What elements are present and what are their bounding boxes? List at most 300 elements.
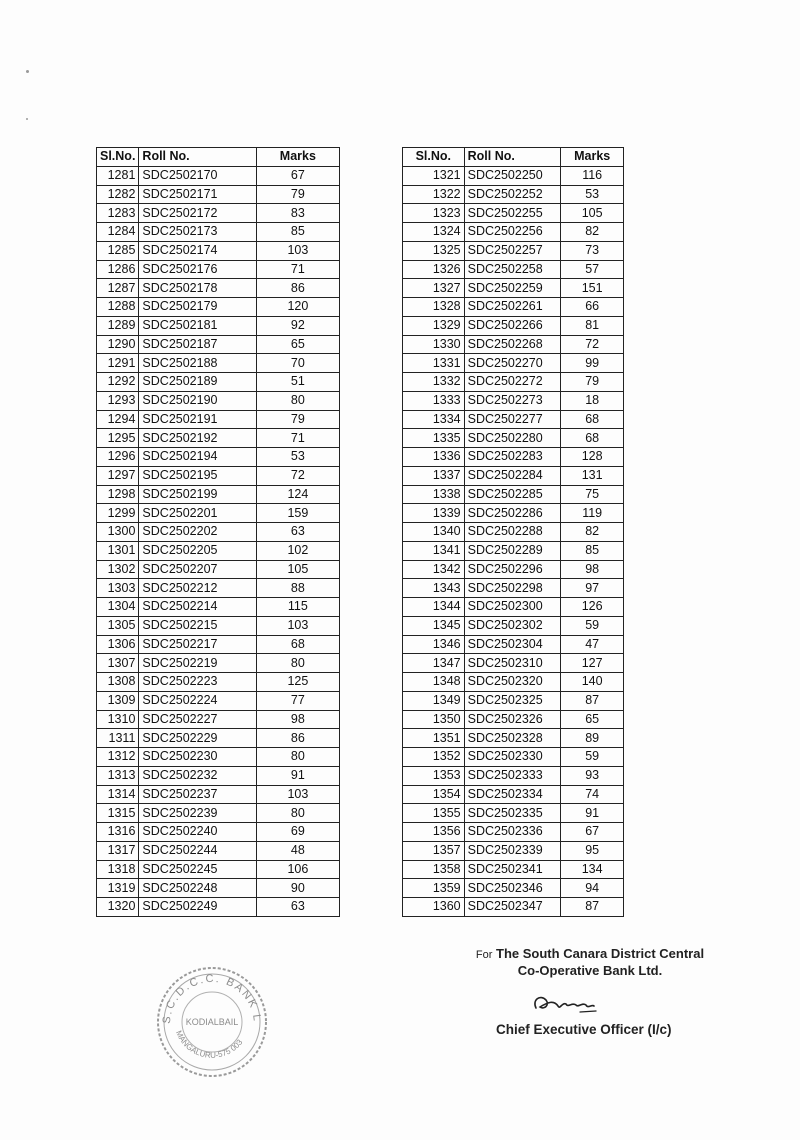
roll-no-cell: SDC2502288: [464, 523, 561, 542]
sl-no-cell: 1283: [97, 204, 139, 223]
roll-no-cell: SDC2502285: [464, 485, 561, 504]
sl-no-cell: 1332: [403, 373, 465, 392]
marks-cell: 67: [561, 823, 624, 842]
roll-no-cell: SDC2502229: [139, 729, 256, 748]
sl-no-cell: 1324: [403, 223, 465, 242]
bank-name-line2: Co-Operative Bank Ltd.: [517, 963, 663, 978]
sl-no-cell: 1343: [403, 579, 465, 598]
roll-no-cell: SDC2502219: [139, 654, 256, 673]
roll-no-cell: SDC2502334: [464, 785, 561, 804]
header-sl-no: Sl.No.: [97, 148, 139, 167]
sl-no-cell: 1325: [403, 241, 465, 260]
marks-cell: 98: [256, 710, 339, 729]
marks-cell: 88: [256, 579, 339, 598]
roll-no-cell: SDC2502173: [139, 223, 256, 242]
roll-no-cell: SDC2502187: [139, 335, 256, 354]
sl-no-cell: 1310: [97, 710, 139, 729]
roll-no-cell: SDC2502286: [464, 504, 561, 523]
sl-no-cell: 1327: [403, 279, 465, 298]
table-row: [97, 523, 340, 542]
roll-no-cell: SDC2502252: [464, 185, 561, 204]
sl-no-cell: 1337: [403, 466, 465, 485]
sl-no-cell: 1284: [97, 223, 139, 242]
marks-cell: 151: [561, 279, 624, 298]
roll-no-cell: SDC2502258: [464, 260, 561, 279]
table-row: [403, 823, 624, 842]
marks-cell: 83: [256, 204, 339, 223]
marks-cell: 103: [256, 616, 339, 635]
roll-no-cell: SDC2502190: [139, 391, 256, 410]
table-row: [97, 335, 340, 354]
header-roll-no: Roll No.: [139, 148, 256, 167]
roll-no-cell: SDC2502335: [464, 804, 561, 823]
marks-table-right-body: [403, 166, 624, 916]
roll-no-cell: SDC2502255: [464, 204, 561, 223]
roll-no-cell: SDC2502284: [464, 466, 561, 485]
roll-no-cell: SDC2502237: [139, 785, 256, 804]
roll-no-cell: SDC2502347: [464, 898, 561, 917]
roll-no-cell: SDC2502310: [464, 654, 561, 673]
sl-no-cell: 1349: [403, 691, 465, 710]
sl-no-cell: 1281: [97, 166, 139, 185]
roll-no-cell: SDC2502300: [464, 598, 561, 617]
sl-no-cell: 1345: [403, 616, 465, 635]
roll-no-cell: SDC2502181: [139, 316, 256, 335]
table-row: [403, 654, 624, 673]
table-row: [403, 204, 624, 223]
roll-no-cell: SDC2502296: [464, 560, 561, 579]
marks-cell: 71: [256, 429, 339, 448]
marks-cell: 73: [561, 241, 624, 260]
table-row: [403, 279, 624, 298]
marks-cell: 53: [561, 185, 624, 204]
table-row: [403, 504, 624, 523]
roll-no-cell: SDC2502224: [139, 691, 256, 710]
marks-cell: 68: [561, 429, 624, 448]
roll-no-cell: SDC2502248: [139, 879, 256, 898]
roll-no-cell: SDC2502320: [464, 673, 561, 692]
sl-no-cell: 1317: [97, 841, 139, 860]
table-header-row: [403, 148, 624, 167]
sl-no-cell: 1348: [403, 673, 465, 692]
table-row: [97, 410, 340, 429]
marks-cell: 106: [256, 860, 339, 879]
table-row: [97, 748, 340, 767]
marks-cell: 134: [561, 860, 624, 879]
table-row: [97, 785, 340, 804]
marks-cell: 140: [561, 673, 624, 692]
sl-no-cell: 1333: [403, 391, 465, 410]
sl-no-cell: 1355: [403, 804, 465, 823]
marks-cell: 53: [256, 448, 339, 467]
roll-no-cell: SDC2502188: [139, 354, 256, 373]
sl-no-cell: 1314: [97, 785, 139, 804]
roll-no-cell: SDC2502272: [464, 373, 561, 392]
sl-no-cell: 1326: [403, 260, 465, 279]
roll-no-cell: SDC2502259: [464, 279, 561, 298]
roll-no-cell: SDC2502280: [464, 429, 561, 448]
sl-no-cell: 1354: [403, 785, 465, 804]
roll-no-cell: SDC2502277: [464, 410, 561, 429]
marks-cell: 80: [256, 804, 339, 823]
marks-cell: 85: [561, 541, 624, 560]
sl-no-cell: 1301: [97, 541, 139, 560]
marks-cell: 68: [561, 410, 624, 429]
header-sl-no: Sl.No.: [403, 148, 465, 167]
table-row: [97, 560, 340, 579]
sl-no-cell: 1305: [97, 616, 139, 635]
table-row: [403, 560, 624, 579]
sl-no-cell: 1307: [97, 654, 139, 673]
sl-no-cell: 1289: [97, 316, 139, 335]
roll-no-cell: SDC2502346: [464, 879, 561, 898]
table-row: [97, 448, 340, 467]
roll-no-cell: SDC2502289: [464, 541, 561, 560]
roll-no-cell: SDC2502232: [139, 766, 256, 785]
roll-no-cell: SDC2502191: [139, 410, 256, 429]
table-row: [97, 316, 340, 335]
table-row: [403, 898, 624, 917]
marks-cell: 94: [561, 879, 624, 898]
marks-cell: 59: [561, 616, 624, 635]
sl-no-cell: 1290: [97, 335, 139, 354]
marks-cell: 89: [561, 729, 624, 748]
roll-no-cell: SDC2502170: [139, 166, 256, 185]
marks-cell: 93: [561, 766, 624, 785]
marks-cell: 102: [256, 541, 339, 560]
roll-no-cell: SDC2502336: [464, 823, 561, 842]
sl-no-cell: 1318: [97, 860, 139, 879]
table-row: [403, 260, 624, 279]
sl-no-cell: 1293: [97, 391, 139, 410]
roll-no-cell: SDC2502172: [139, 204, 256, 223]
sl-no-cell: 1308: [97, 673, 139, 692]
table-row: [403, 429, 624, 448]
roll-no-cell: SDC2502217: [139, 635, 256, 654]
marks-cell: 79: [256, 410, 339, 429]
marks-cell: 79: [256, 185, 339, 204]
table-row: [403, 616, 624, 635]
roll-no-cell: SDC2502205: [139, 541, 256, 560]
sl-no-cell: 1295: [97, 429, 139, 448]
marks-cell: 79: [561, 373, 624, 392]
roll-no-cell: SDC2502176: [139, 260, 256, 279]
roll-no-cell: SDC2502174: [139, 241, 256, 260]
table-row: [97, 710, 340, 729]
marks-cell: 67: [256, 166, 339, 185]
roll-no-cell: SDC2502199: [139, 485, 256, 504]
table-row: [97, 466, 340, 485]
marks-cell: 77: [256, 691, 339, 710]
table-row: [97, 823, 340, 842]
marks-cell: 124: [256, 485, 339, 504]
roll-no-cell: SDC2502257: [464, 241, 561, 260]
sl-no-cell: 1294: [97, 410, 139, 429]
table-row: [97, 616, 340, 635]
sl-no-cell: 1315: [97, 804, 139, 823]
marks-cell: 57: [561, 260, 624, 279]
sl-no-cell: 1297: [97, 466, 139, 485]
table-row: [403, 748, 624, 767]
marks-cell: 116: [561, 166, 624, 185]
table-row: [403, 635, 624, 654]
roll-no-cell: SDC2502283: [464, 448, 561, 467]
marks-cell: 95: [561, 841, 624, 860]
table-row: [97, 260, 340, 279]
table-row: [97, 804, 340, 823]
marks-cell: 68: [256, 635, 339, 654]
marks-cell: 63: [256, 898, 339, 917]
sl-no-cell: 1330: [403, 335, 465, 354]
table-row: [97, 729, 340, 748]
marks-cell: 65: [256, 335, 339, 354]
marks-cell: 98: [561, 560, 624, 579]
marks-cell: 105: [561, 204, 624, 223]
sl-no-cell: 1312: [97, 748, 139, 767]
roll-no-cell: SDC2502298: [464, 579, 561, 598]
table-row: [97, 541, 340, 560]
table-row: [403, 729, 624, 748]
table-header-row: [97, 148, 340, 167]
table-row: [403, 691, 624, 710]
table-row: [97, 485, 340, 504]
sl-no-cell: 1359: [403, 879, 465, 898]
sl-no-cell: 1331: [403, 354, 465, 373]
marks-cell: 81: [561, 316, 624, 335]
marks-cell: 103: [256, 785, 339, 804]
sl-no-cell: 1346: [403, 635, 465, 654]
sl-no-cell: 1320: [97, 898, 139, 917]
marks-cell: 105: [256, 560, 339, 579]
sl-no-cell: 1340: [403, 523, 465, 542]
marks-cell: 120: [256, 298, 339, 317]
table-row: [97, 223, 340, 242]
marks-cell: 85: [256, 223, 339, 242]
roll-no-cell: SDC2502302: [464, 616, 561, 635]
table-row: [403, 841, 624, 860]
roll-no-cell: SDC2502194: [139, 448, 256, 467]
sl-no-cell: 1288: [97, 298, 139, 317]
table-row: [403, 166, 624, 185]
marks-cell: 86: [256, 729, 339, 748]
table-row: [403, 785, 624, 804]
sl-no-cell: 1316: [97, 823, 139, 842]
marks-cell: 80: [256, 748, 339, 767]
table-row: [97, 841, 340, 860]
sl-no-cell: 1339: [403, 504, 465, 523]
marks-cell: 91: [561, 804, 624, 823]
table-row: [403, 710, 624, 729]
sl-no-cell: 1286: [97, 260, 139, 279]
marks-cell: 69: [256, 823, 339, 842]
marks-cell: 87: [561, 691, 624, 710]
roll-no-cell: SDC2502250: [464, 166, 561, 185]
marks-cell: 80: [256, 391, 339, 410]
table-row: [403, 410, 624, 429]
sl-no-cell: 1356: [403, 823, 465, 842]
marks-cell: 131: [561, 466, 624, 485]
sl-no-cell: 1303: [97, 579, 139, 598]
roll-no-cell: SDC2502215: [139, 616, 256, 635]
roll-no-cell: SDC2502223: [139, 673, 256, 692]
sl-no-cell: 1291: [97, 354, 139, 373]
table-row: [403, 373, 624, 392]
table-row: [403, 673, 624, 692]
sl-no-cell: 1335: [403, 429, 465, 448]
table-row: [97, 860, 340, 879]
sl-no-cell: 1282: [97, 185, 139, 204]
table-row: [97, 766, 340, 785]
sl-no-cell: 1300: [97, 523, 139, 542]
roll-no-cell: SDC2502192: [139, 429, 256, 448]
header-marks: Marks: [561, 148, 624, 167]
table-row: [97, 879, 340, 898]
marks-cell: 74: [561, 785, 624, 804]
sl-no-cell: 1358: [403, 860, 465, 879]
table-row: [403, 579, 624, 598]
sl-no-cell: 1352: [403, 748, 465, 767]
table-row: [97, 185, 340, 204]
sl-no-cell: 1344: [403, 598, 465, 617]
table-row: [97, 166, 340, 185]
header-roll-no: Roll No.: [464, 148, 561, 167]
table-row: [97, 298, 340, 317]
roll-no-cell: SDC2502214: [139, 598, 256, 617]
designation-text: Chief Executive Officer (I/c): [496, 1022, 672, 1037]
roll-no-cell: SDC2502240: [139, 823, 256, 842]
roll-no-cell: SDC2502339: [464, 841, 561, 860]
marks-cell: 59: [561, 748, 624, 767]
table-row: [97, 373, 340, 392]
sl-no-cell: 1299: [97, 504, 139, 523]
table-row: [403, 541, 624, 560]
roll-no-cell: SDC2502189: [139, 373, 256, 392]
table-row: [403, 298, 624, 317]
marks-table-left: [96, 147, 340, 917]
table-row: [403, 860, 624, 879]
sl-no-cell: 1287: [97, 279, 139, 298]
roll-no-cell: SDC2502266: [464, 316, 561, 335]
marks-cell: 75: [561, 485, 624, 504]
roll-no-cell: SDC2502207: [139, 560, 256, 579]
marks-cell: 80: [256, 654, 339, 673]
marks-cell: 66: [561, 298, 624, 317]
sl-no-cell: 1292: [97, 373, 139, 392]
roll-no-cell: SDC2502227: [139, 710, 256, 729]
roll-no-cell: SDC2502328: [464, 729, 561, 748]
sl-no-cell: 1313: [97, 766, 139, 785]
marks-cell: 63: [256, 523, 339, 542]
table-row: [97, 898, 340, 917]
roll-no-cell: SDC2502333: [464, 766, 561, 785]
sl-no-cell: 1296: [97, 448, 139, 467]
marks-cell: 70: [256, 354, 339, 373]
sl-no-cell: 1347: [403, 654, 465, 673]
table-row: [403, 241, 624, 260]
handwritten-signature-icon: [530, 990, 600, 1023]
table-row: [97, 673, 340, 692]
sl-no-cell: 1350: [403, 710, 465, 729]
sl-no-cell: 1304: [97, 598, 139, 617]
marks-cell: 72: [561, 335, 624, 354]
marks-cell: 18: [561, 391, 624, 410]
roll-no-cell: SDC2502212: [139, 579, 256, 598]
sl-no-cell: 1302: [97, 560, 139, 579]
sl-no-cell: 1341: [403, 541, 465, 560]
marks-cell: 71: [256, 260, 339, 279]
roll-no-cell: SDC2502171: [139, 185, 256, 204]
marks-table-left-body: [97, 166, 340, 916]
table-row: [97, 429, 340, 448]
table-row: [97, 504, 340, 523]
roll-no-cell: SDC2502244: [139, 841, 256, 860]
marks-cell: 72: [256, 466, 339, 485]
marks-cell: 99: [561, 354, 624, 373]
bank-seal-stamp-icon: [152, 962, 272, 1082]
roll-no-cell: SDC2502245: [139, 860, 256, 879]
table-row: [403, 804, 624, 823]
roll-no-cell: SDC2502341: [464, 860, 561, 879]
marks-cell: 159: [256, 504, 339, 523]
roll-no-cell: SDC2502270: [464, 354, 561, 373]
marks-cell: 86: [256, 279, 339, 298]
table-row: [403, 335, 624, 354]
table-row: [403, 598, 624, 617]
scan-speck: [26, 70, 29, 73]
roll-no-cell: SDC2502179: [139, 298, 256, 317]
sl-no-cell: 1342: [403, 560, 465, 579]
sl-no-cell: 1338: [403, 485, 465, 504]
roll-no-cell: SDC2502325: [464, 691, 561, 710]
marks-cell: 97: [561, 579, 624, 598]
roll-no-cell: SDC2502178: [139, 279, 256, 298]
sl-no-cell: 1285: [97, 241, 139, 260]
table-row: [403, 766, 624, 785]
table-row: [97, 279, 340, 298]
marks-cell: 87: [561, 898, 624, 917]
sl-no-cell: 1309: [97, 691, 139, 710]
table-row: [403, 523, 624, 542]
roll-no-cell: SDC2502230: [139, 748, 256, 767]
table-row: [97, 654, 340, 673]
sl-no-cell: 1311: [97, 729, 139, 748]
sl-no-cell: 1336: [403, 448, 465, 467]
sl-no-cell: 1328: [403, 298, 465, 317]
table-row: [97, 354, 340, 373]
roll-no-cell: SDC2502249: [139, 898, 256, 917]
sl-no-cell: 1321: [403, 166, 465, 185]
marks-cell: 128: [561, 448, 624, 467]
sl-no-cell: 1322: [403, 185, 465, 204]
marks-cell: 115: [256, 598, 339, 617]
sl-no-cell: 1357: [403, 841, 465, 860]
roll-no-cell: SDC2502261: [464, 298, 561, 317]
marks-cell: 90: [256, 879, 339, 898]
marks-table-right: [402, 147, 624, 917]
roll-no-cell: SDC2502268: [464, 335, 561, 354]
roll-no-cell: SDC2502256: [464, 223, 561, 242]
bank-footer: [440, 946, 740, 978]
table-row: [97, 579, 340, 598]
scan-speck: [26, 118, 28, 120]
marks-cell: 48: [256, 841, 339, 860]
marks-cell: 127: [561, 654, 624, 673]
sl-no-cell: 1360: [403, 898, 465, 917]
roll-no-cell: SDC2502239: [139, 804, 256, 823]
roll-no-cell: SDC2502330: [464, 748, 561, 767]
roll-no-cell: SDC2502202: [139, 523, 256, 542]
marks-cell: 119: [561, 504, 624, 523]
